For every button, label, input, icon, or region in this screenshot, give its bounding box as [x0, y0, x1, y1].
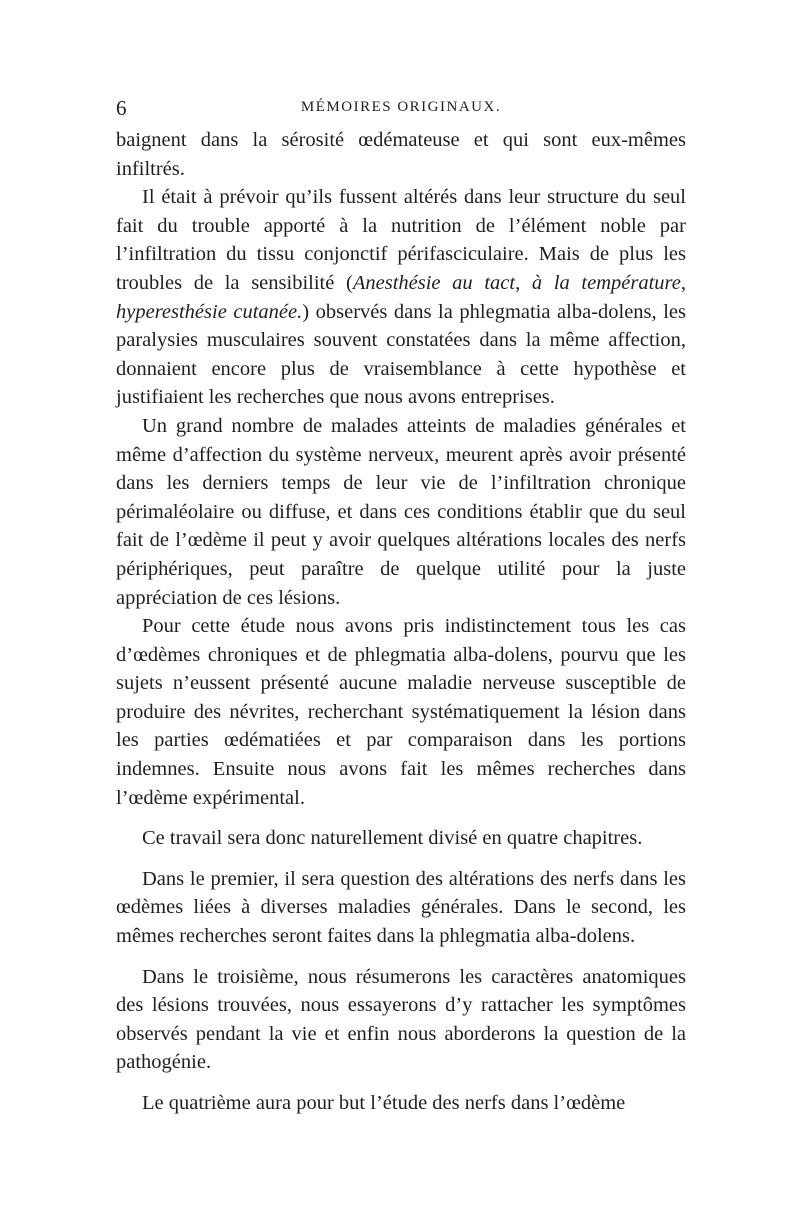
paragraph-6: Dans le premier, il sera question des altérations des nerfs dans les œdèmes liées à diverses maladies générales. Dans le second, les mêmes recherches seront faites dans la phlegmatia alba-dolens.	[116, 867, 686, 948]
p2-sep-1: ,	[515, 271, 532, 294]
paragraph-7: Dans le troisième, nous résumerons les caractères anatomiques des lésions trouvées, nous essayerons d’y rattacher les symptômes observés pendant la vie et enfin nous aborderons la question de la pathogénie.	[116, 965, 686, 1074]
paragraph-8: Le quatrième aura pour but l’étude des nerfs dans l’œdème	[142, 1092, 626, 1114]
paragraph-2	[116, 183, 686, 412]
p2-text-b: ) observés dans la phlegmatia alba-dolens, les paralysies musculaires souvent constatées dans la même affection, donnaient encore plus de vraisemblance à cette hypothèse et justifiaient les recherches que nous avons entreprises.	[116, 300, 686, 409]
p2-italic-temperature: à la température	[531, 271, 681, 294]
p2-italic-hyperesthesie: hyperesthésie cutanée.	[116, 300, 303, 323]
running-head	[116, 96, 686, 122]
book-page	[116, 96, 686, 1118]
p2-italic-anesthesie: Anesthésie au tact	[352, 271, 516, 294]
p2-text-a: Il était à prévoir qu’ils fussent altérés dans leur structure du seul fait du trouble apporté à la nutrition de l’élément noble par l’infiltration du tissu conjonctif périfasciculaire. Mais de plus les troubles de la sensibilité (	[116, 186, 686, 294]
page-number: 6	[116, 96, 127, 120]
p2-sep-2: ,	[680, 271, 686, 294]
paragraph-3: Un grand nombre de malades atteints de maladies générales et même d’affection du système nerveux, meurent après avoir présenté dans les derniers temps de leur vie de l’infiltration chronique périmaléolaire ou diffuse, et dans ces conditions établir que du seul fait de l’œdème il peut y avoir quelques altérations locales des nerfs périphériques, peut paraître de quelque utilité pour la juste appréciation de ces lésions.	[116, 414, 686, 609]
running-title: MÉMOIRES ORIGINAUX.	[300, 99, 502, 115]
paragraph-5: Ce travail sera donc naturellement divisé en quatre chapitres.	[142, 827, 643, 850]
paragraph-4: Pour cette étude nous avons pris indistinctement tous les cas d’œdèmes chroniques et de phlegmatia alba-dolens, pourvu que les sujets n’eussent présenté aucune maladie nerveuse susceptible de produire des névrites, recherchant systématiquement la lésion dans les parties œdématiées et par comparaison dans les portions indemnes. Ensuite nous avons fait les mêmes recherches dans l’œdème expérimental.	[116, 615, 686, 809]
paragraph-continued: baignent dans la sérosité œdémateuse et qui sont eux-mêmes infiltrés.	[116, 129, 686, 180]
